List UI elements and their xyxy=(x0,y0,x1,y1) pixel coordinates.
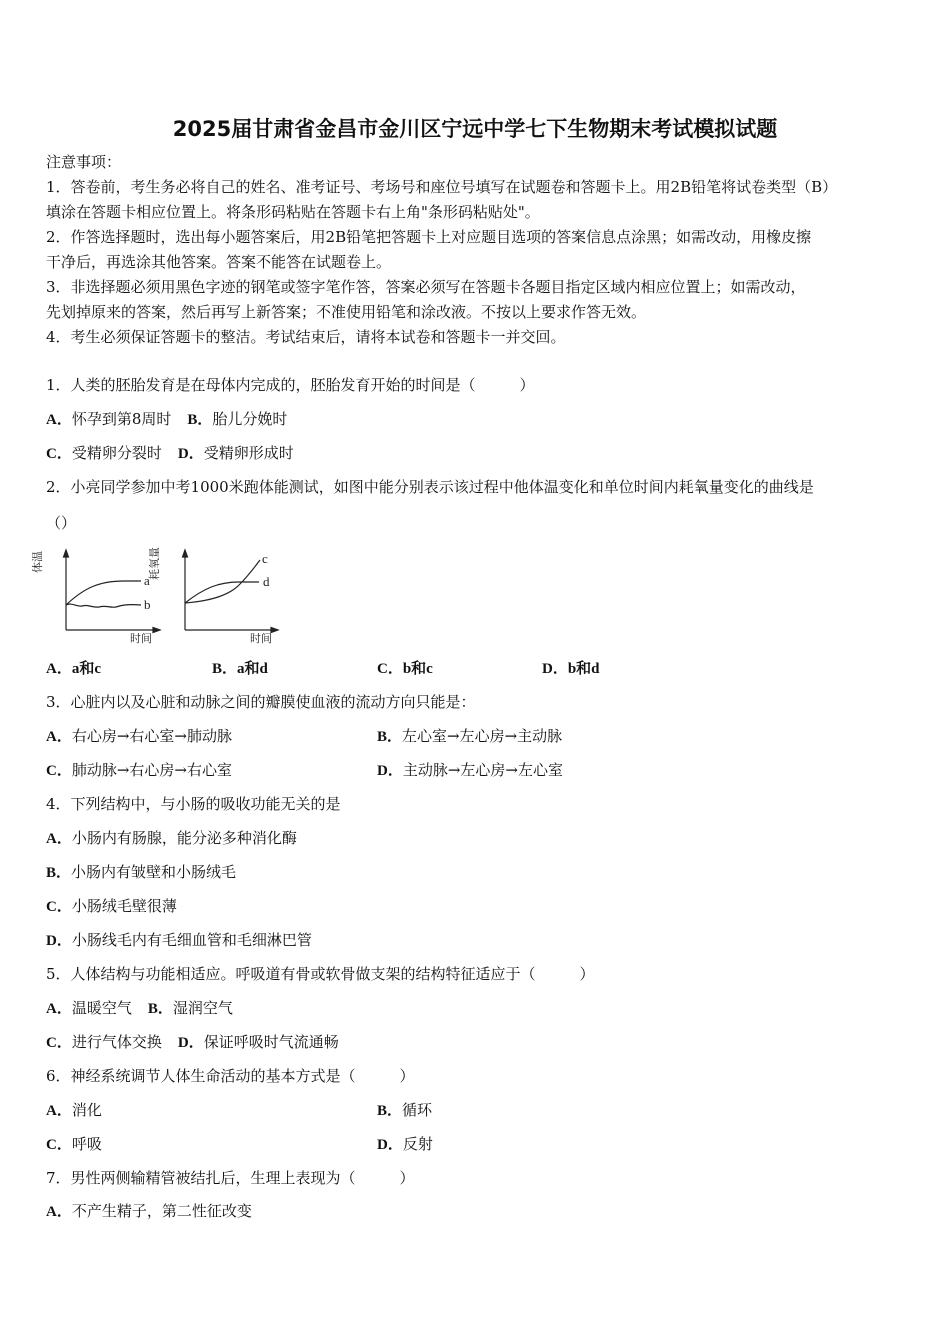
question-4-option-c[interactable]: C．小肠绒毛壁很薄 xyxy=(46,897,177,915)
question-1-options-cd xyxy=(46,443,294,464)
y-axis-label-temperature: 体温 xyxy=(32,551,44,573)
question-4-option-b[interactable]: B．小肠内有皱壁和小肠绒毛 xyxy=(46,863,237,881)
notice-heading: 注意事项： xyxy=(46,153,122,171)
question-6-option-c[interactable]: C．呼吸 xyxy=(46,1135,102,1153)
option-letter: B． xyxy=(187,412,213,428)
question-2-option-a[interactable]: A．a和c xyxy=(46,661,102,677)
question-2-option-c[interactable]: C．b和c xyxy=(377,661,433,677)
question-2-option-b[interactable]: B．a和d xyxy=(212,661,268,677)
curve-label-a: a xyxy=(144,573,150,588)
question-7-stem: 7．男性两侧输精管被结扎后，生理上表现为（ ） xyxy=(46,1169,415,1187)
option-c[interactable]: 进行气体交换 xyxy=(71,1033,162,1051)
option-c[interactable]: 受精卵分裂时 xyxy=(71,444,162,462)
question-2-stem-cont: （） xyxy=(46,514,77,532)
option-letter: C． xyxy=(46,446,72,462)
notice-line: 1．答卷前，考生务必将自己的姓名、准考证号、考场号和座位号填写在试题卷和答题卡上。用2B铅笔将试卷类型（B） xyxy=(46,178,838,196)
option-d[interactable]: 受精卵形成时 xyxy=(203,444,294,462)
x-axis-label-time: 时间 xyxy=(250,633,272,645)
option-b[interactable]: 胎儿分娩时 xyxy=(212,410,288,428)
option-d[interactable]: 保证呼吸时气流通畅 xyxy=(203,1033,339,1051)
question-3-option-a[interactable]: A．右心房→右心室→肺动脉 xyxy=(46,727,232,745)
notice-line: 先划掉原来的答案，然后再写上新答案；不准使用铅笔和涂改液。不按以上要求作答无效。 xyxy=(46,303,647,321)
option-b[interactable]: 湿润空气 xyxy=(172,999,233,1017)
option-a[interactable]: 怀孕到第8周时 xyxy=(71,410,172,428)
question-4-stem: 4．下列结构中，与小肠的吸收功能无关的是 xyxy=(46,795,341,813)
curve-graphs xyxy=(32,547,284,645)
question-3-option-d[interactable]: D．主动脉→左心房→左心室 xyxy=(377,761,563,779)
question-3-option-c[interactable]: C．肺动脉→右心房→右心室 xyxy=(46,761,232,779)
question-5-stem: 5．人体结构与功能相适应。呼吸道有骨或软骨做支架的结构特征适应于（ ） xyxy=(46,965,595,983)
question-2-figure xyxy=(32,547,284,648)
curve-label-b: b xyxy=(144,597,151,612)
question-5-options-cd: C．进行气体交换 D．保证呼吸时气流通畅 xyxy=(46,1033,339,1051)
question-4-option-d[interactable]: D．小肠线毛内有毛细血管和毛细淋巴管 xyxy=(46,931,312,949)
notice-line: 3．非选择题必须用黑色字迹的钢笔或签字笔作答，答案必须写在答题卡各题目指定区域内相应位置上；如需改动， xyxy=(46,278,806,296)
question-7-option-a[interactable]: A．不产生精子，第二性征改变 xyxy=(46,1202,252,1220)
question-3-option-b[interactable]: B．左心室→左心房→主动脉 xyxy=(377,727,563,745)
x-axis-label-time: 时间 xyxy=(130,633,152,645)
question-1-stem: 1．人类的胚胎发育是在母体内完成的，胚胎发育开始的时间是（ ） xyxy=(46,376,535,394)
question-2-option-d[interactable]: D．b和d xyxy=(542,661,600,677)
question-6-option-b[interactable]: B．循环 xyxy=(377,1101,433,1119)
notice-line: 干净后，再选涂其他答案。答案不能答在试题卷上。 xyxy=(46,253,392,271)
question-5-options-ab: A．温暖空气 B．湿润空气 xyxy=(46,999,233,1017)
page-title: 2025届甘肃省金昌市金川区宁远中学七下生物期末考试模拟试题 xyxy=(172,117,778,141)
option-a[interactable]: 温暖空气 xyxy=(71,999,132,1017)
question-4-option-a[interactable]: A．小肠内有肠腺，能分泌多种消化酶 xyxy=(46,829,297,847)
question-6-stem: 6．神经系统调节人体生命活动的基本方式是（ ） xyxy=(46,1067,415,1085)
question-2-stem: 2．小亮同学参加中考1000米跑体能测试，如图中能分别表示该过程中他体温变化和单位时间内耗氧量变化的曲线是 xyxy=(46,478,814,496)
question-1-options-ab xyxy=(46,409,287,430)
curve-label-c: c xyxy=(262,551,268,566)
option-letter: D． xyxy=(177,446,204,462)
notice-line: 4．考生必须保证答题卡的整洁。考试结束后，请将本试卷和答题卡一并交回。 xyxy=(46,328,566,346)
y-axis-label-oxygen: 耗氧量 xyxy=(149,547,161,580)
question-6-option-a[interactable]: A．消化 xyxy=(46,1101,102,1119)
curve-label-d: d xyxy=(263,574,270,589)
notice-line: 填涂在答题卡相应位置上。将条形码粘贴在答题卡右上角"条形码粘贴处"。 xyxy=(46,203,540,221)
option-letter: A． xyxy=(46,412,72,428)
notice-line: 2．作答选择题时，选出每小题答案后，用2B铅笔把答题卡上对应题目选项的答案信息点涂黑；如需改动，用橡皮擦 xyxy=(46,228,812,246)
question-3-stem: 3．心脏内以及心脏和动脉之间的瓣膜使血液的流动方向只能是： xyxy=(46,693,476,711)
question-6-option-d[interactable]: D．反射 xyxy=(377,1135,433,1153)
